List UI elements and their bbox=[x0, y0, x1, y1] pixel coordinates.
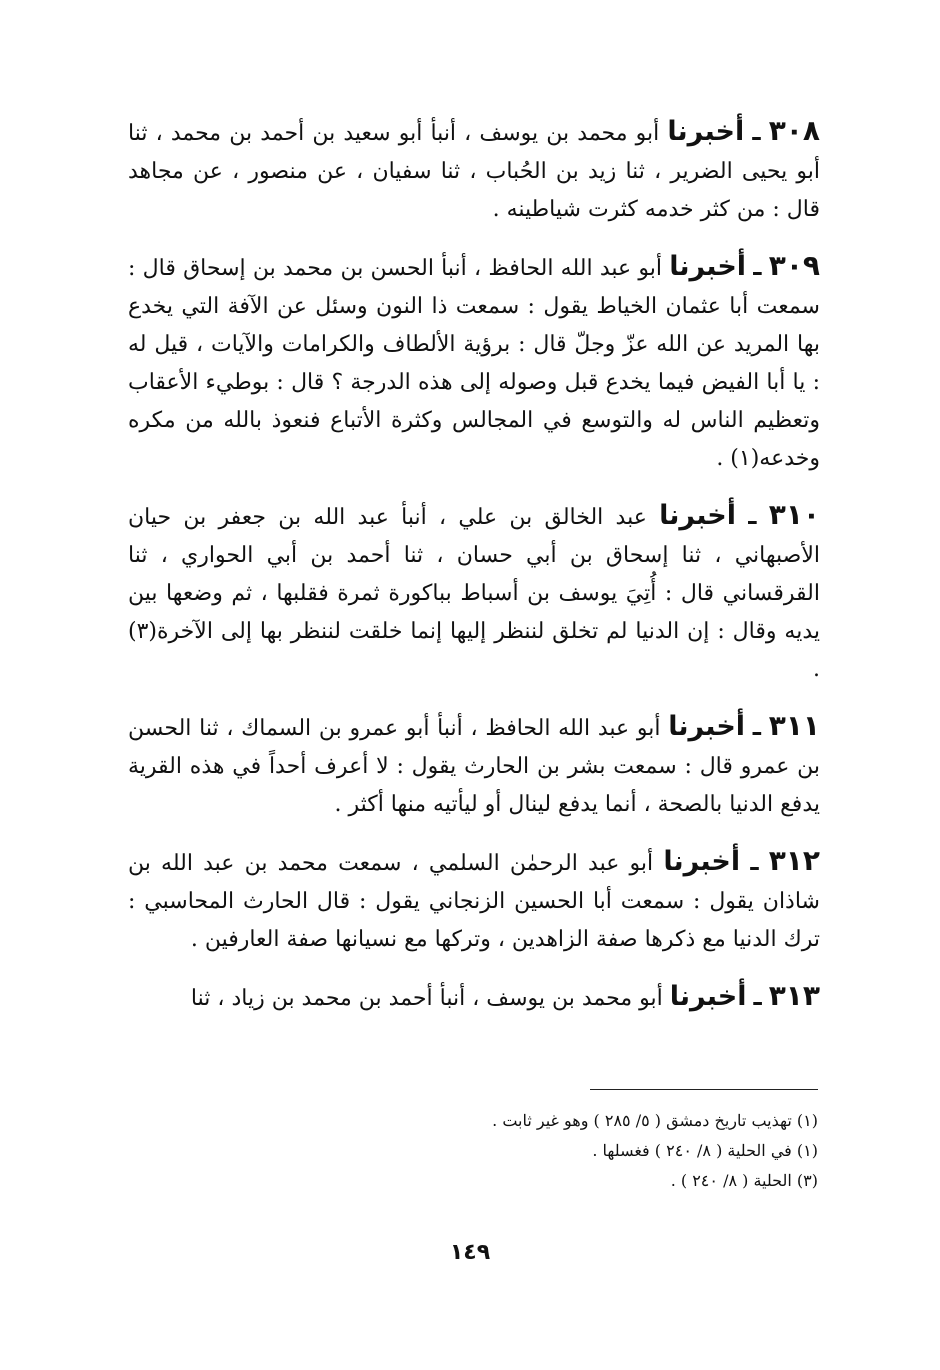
entry-text: أبو محمد بن يوسف ، أنبأ أبو سعيد بن أحمد بن محمد ، ثنا أبو يحيى الضرير ، ثنا زيد بن الحُباب ، ثنا سفيان ، عن منصور ، عن مجاهد قال : من كثر خدمه كثرت شياطينه . bbox=[128, 121, 820, 222]
entry-lead-word: أخبرنا bbox=[668, 711, 746, 742]
entry-dash: ـ bbox=[748, 502, 757, 530]
entry-text: أبو عبد الله الحافظ ، أنبأ الحسن بن محمد بن إسحاق قال : سمعت أبا عثمان الخياط يقول : سمعت ذا النون وسئل عن الآفة التي يخدع بها المريد عن الله عزّ وجلّ قال : برؤية الألطاف والكرامات والآيات ، قيل له : يا أبا الفيض فيما يخدع قبل وصوله إلى هذه الدرجة ؟ قال : بوطيء الأعقاب وتعظيم الناس له والتوسع في المجالس وكثرة الأتباع فنعوذ بالله من مكره وخدعه(١) . bbox=[128, 256, 820, 471]
footnote-2: (١) في الحلية ( ٨/ ٢٤٠ ) فغسلها . bbox=[592, 1141, 818, 1160]
entry-lead-word: أخبرنا bbox=[663, 846, 741, 877]
entry-lead-word: أخبرنا bbox=[667, 116, 745, 147]
entry-lead-word: أخبرنا bbox=[659, 500, 736, 531]
entry-313 bbox=[128, 977, 820, 1018]
footnote-divider bbox=[590, 1089, 818, 1090]
entry-dash: ـ bbox=[752, 118, 761, 146]
entry-312 bbox=[128, 842, 820, 959]
entry-text: عبد الخالق بن علي ، أنبأ عبد الله بن جعفر بن حيان الأصبهاني ، ثنا إسحاق بن أبي حسان ، ثنا أحمد بن أبي الحواري ، ثنا القرقساني قال : أُتِيَ يوسف بن أسباط بباكورة ثمرة فقلبها ، ثم وضعها بين يديه وقال : إن الدنيا لم تخلق لننظر إليها إنما خلقت لننظر بها إلى الآخرة(٣) . bbox=[128, 505, 820, 682]
entry-number: ٣١٢ bbox=[768, 844, 820, 877]
entry-number: ٣١٠ bbox=[768, 498, 821, 531]
entry-dash: ـ bbox=[750, 848, 759, 876]
entry-number: ٣١٣ bbox=[768, 979, 820, 1012]
footnotes bbox=[300, 1106, 818, 1196]
entry-310 bbox=[128, 496, 820, 689]
entry-lead-word: أخبرنا bbox=[669, 251, 747, 282]
entry-dash: ـ bbox=[752, 713, 761, 741]
footnote-3: (٣) الحلية ( ٨/ ٢٤٠ ) . bbox=[670, 1171, 818, 1190]
entry-number: ٣١١ bbox=[768, 709, 821, 742]
entry-308 bbox=[128, 112, 820, 229]
main-text bbox=[128, 112, 820, 1036]
entry-text: أبو محمد بن يوسف ، أنبأ أحمد بن محمد بن زياد ، ثنا bbox=[190, 986, 663, 1011]
entry-number: ٣٠٩ bbox=[768, 249, 821, 282]
entry-311 bbox=[128, 707, 820, 824]
entry-dash: ـ bbox=[753, 253, 762, 281]
entry-text: أبو عبد الله الحافظ ، أنبأ أبو عمرو بن السماك ، ثنا الحسن بن عمرو قال : سمعت بشر بن الحارث يقول : لا أعرف أحداً في هذه القرية يدفع الدنيا بالصحة ، أنما يدفع لينال أو ليأتيه منها أكثر . bbox=[128, 716, 820, 817]
page-number: ١٤٩ bbox=[449, 1240, 491, 1265]
entry-lead-word: أخبرنا bbox=[669, 981, 747, 1012]
footnote-1: (١) تهذيب تاريخ دمشق ( ٥/ ٢٨٥ ) وهو غير ثابت . bbox=[492, 1111, 818, 1130]
entry-dash: ـ bbox=[753, 983, 762, 1011]
entry-text: أبو عبد الرحمٰن السلمي ، سمعت محمد بن عبد الله بن شاذان يقول : سمعت أبا الحسين الزنجاني يقول : قال الحارث المحاسبي : ترك الدنيا مع ذكرها صفة الزاهدين ، وتركها مع نسيانها صفة العارفين . bbox=[128, 851, 820, 952]
entry-number: ٣٠٨ bbox=[768, 114, 820, 147]
entry-309 bbox=[128, 247, 820, 478]
